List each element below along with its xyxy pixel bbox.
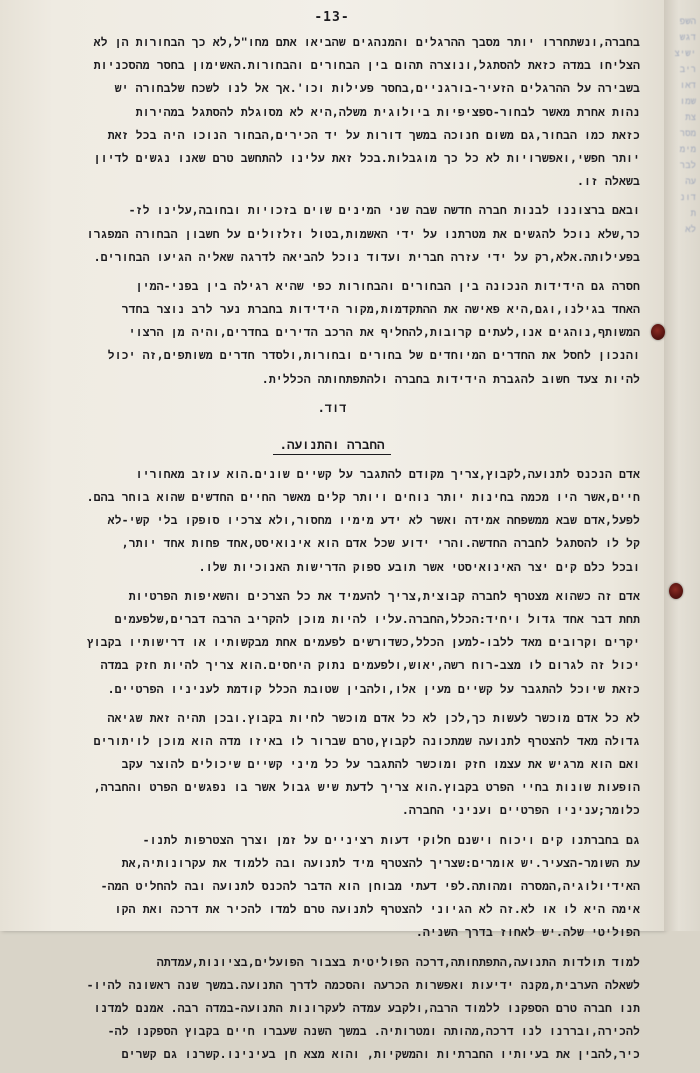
paragraph (24, 707, 640, 823)
text-line: יותר חפשי,ואפשרויות לא כל כך מוגבלות.בכל זאת עלינו להתחשב טרם שאנו נגשים לדיון (93, 150, 640, 165)
page-number: -13- (314, 10, 350, 25)
paragraph (24, 463, 640, 579)
text-line: הצליחו במדה כזאת להסתגל,ונוצרה תהום בין הבחורים והבחורות.האשימון בחסר מהסכניות (93, 58, 640, 73)
text-line: בחברה,ונשתחררו יותר מסבך ההרגלים והמנהגים שהביאו אתם מחו"ל,לא כך הבחורות הן לא (93, 35, 640, 49)
text-line: ובאם ברצוננו לבנות חברה חדשה שבה שני המינים שוים בזכויות ובחובה,עלינו לז- (128, 203, 640, 218)
text-line: המשותף,נוהגים אנו,לעתים קרובות,להחליף את הרכב הדירים בחדרים,והיה מן הרצוי (128, 325, 640, 340)
text-line: נהות אחרת מאשר לבחור-ספציפיות ביולוגית משלה,היא לא מסוגלת להסתגל במהירות (135, 104, 640, 119)
punch-hole-top (651, 324, 665, 340)
bleed-through-text (668, 14, 696, 238)
typewritten-page (24, 10, 640, 1073)
paragraph (24, 585, 640, 701)
text-line: עת השומר-הצעיר.יש אומרים:שצריך להצטרף מיד לתנועה ובה ללמוד את עקרונותיה,את (121, 855, 640, 870)
text-line: בפעילותה.אלא,רק על ידי עזרה חברית ועדוד נוכל להביאה לדרגה שאליה הגיעו הבחורים. (93, 249, 640, 264)
bleed-fragment: דאו (679, 81, 696, 91)
bleed-fragment: לבר (679, 161, 696, 171)
text-line: להיות צעד חשוב להגברת הידידות בחברה ולהתפתחותה הכללית. (261, 371, 640, 386)
text-line: האידיולוגיה,המסרה ומהותה.לפי דעתי מבוחן הוא הדבר להכנס לתנועה ובה להחליט המה- (100, 879, 640, 893)
text-line: למוד תולדות התנועה,התפתחותה,דרכה הפוליטית בצבור הפועלים,בציונות,עמדתה (156, 954, 640, 969)
text-line: לא כל אדם מוכשר לעשות כך,לכן לא כל אדם מוכשר לחיות בקבוץ.ובכן תהיה זאת שגיאה (107, 710, 640, 725)
text-line: בשבירה על ההרגלים הזעיר-בורגניים,בחסר פעילות וכו'.אך אל לנו לשכח שלבחורה יש (114, 81, 640, 96)
text-line: תנו חברה טרם הספקנו ללמוד הרבה,ולקבע עמדה לעקרונות התנועה-במדה רבה. אמנם למדנו (93, 1000, 640, 1015)
bleed-fragment: ת (690, 209, 696, 219)
text-line: ובכל כלם קים יצר האינואיסטי אשר תובע ספוק הדרישות האנוכיות שלו. (198, 559, 640, 574)
adjacent-page-edge (664, 0, 700, 931)
section-heading-text: החברה והתנועה. (273, 437, 390, 455)
text-line: כזאת כמו הבחור,גם משום חנוכה במשך דורות על יד הכירים,הבחור הנוכו היה בכל זאת (107, 127, 640, 142)
text-line: לשאלה הערבית,מקנה ידיעות ואפשרות הכרעה והסכמה לדרך התנועה.במשך שנה ראשונה להיו- (86, 977, 640, 992)
text-line: גם בחברתנו קים ויכוח וישנם חלוקי דעות רציניים על זמן וצרך הצטרפות לתנו- (142, 832, 640, 847)
text-line: קל לו להסתגל לחברה החדשה.והרי ידוע שכל אדם הוא אינואיסט,אחד פחות אחד יותר, (121, 536, 640, 551)
text-line: יקרים וקרובים מאד ללבו-למען הכלל,כשדורשים לפעמים אחת מבקשותיו או דרישותיו בקבוץ (86, 635, 640, 650)
text-line: תחת דבר אחד גדול ויחיד:הכלל,החברה.עליו להיות מוכן להקריב הרבה דברים,שלפעמים (114, 611, 640, 626)
bleed-fragment: צת (685, 113, 696, 123)
text-line: והנכון לחסל את החדרים המיוחדים של בחורים ובחורות,ולסדר חדרים משותפים,זה יכול (107, 348, 640, 363)
bleed-fragment: דונ (679, 193, 696, 203)
text-line: חסרה גם הידידות הנכונה בין הבחורים והבחורות כפי שהיא רגילה בין בפני-המין (135, 278, 640, 293)
text-line: אדם הנכנס לתנועה,לקבוץ,צריך מקודם להתגבר על קשיים שונים.הוא עוזב מאחוריו (135, 466, 640, 481)
text-line: הופעות שונות בחיי הפרט בקבוץ.הוא צריך לדעת שיש גבול אשר בו נפגשים הפרט והחברה, (93, 780, 640, 795)
text-line: האחד בגילנו,וגם,היא פאישה את ההתקדמות,מקור הידידות בחברת נער לרב נוצר בחדר (121, 302, 640, 317)
bleed-fragment: מסר (679, 129, 696, 139)
author-signature: דוד. (317, 400, 347, 415)
text-line: לפעל,אדם שבא ממשפחה אמידה ואשר לא ידע מימיו מחסור,ולא צרכיו סופקו בלי קשי-לא (107, 513, 640, 528)
paragraph (24, 951, 640, 1067)
text-line: חיים,אשר היו מכמה בחינות יותר נוחים ויותר קלים מאשר החיים החדשים שהוא בוחר בהם. (86, 490, 640, 504)
text-line: יכול זה לגרום לו מצב-רוח רשה,יאוש,ולפעמים נתוק היחסים.הוא צריך להיות חזק במדה (100, 658, 640, 673)
text-line: ואם הוא מרגיש את עצמו חזק ומוכשר להתגבר על כל מיני קשיים שיכולים להוצר עקב (121, 757, 640, 772)
text-line: כלומר;עניניו הפרטיים ועניני החברה. (401, 803, 640, 818)
paragraph (24, 199, 640, 269)
text-line: להכירה,ובררנו לנו דרכה,מהותה ומטרותיה. במשך השנה שעברו חיים בקבוץ הספקנו לה- (107, 1024, 640, 1039)
text-line: כיר,להבין את בעיותיו החברתיות והמשקיות, והוא מצא חן בעינינו.קשרנו גם קשרים (121, 1047, 640, 1062)
paragraph (24, 829, 640, 945)
text-line: הפוליטי שלה.יש לאחוז בדרך השניה. (415, 925, 640, 940)
bleed-fragment: שמו (679, 97, 696, 107)
bleed-fragment: ישיצ (674, 49, 696, 59)
text-line: גדולה מאד להצטרף לתנועה שמתכונה לקבוץ,טרם שברור לו באיזו מדה הוא מוכן לויתורים (93, 733, 640, 748)
text-line: בשאלה זו. (576, 174, 640, 189)
bleed-fragment: השפ (679, 17, 696, 27)
article-body-top (24, 31, 640, 391)
text-line: כזאת שיוכל להתגבר על קשיים מעין אלו,ולהבין שטובת הכלל קודמת לעניניו הפרטיים. (107, 681, 640, 696)
paragraph (24, 31, 640, 193)
bleed-fragment: לא (685, 225, 696, 235)
paragraph (24, 275, 640, 391)
punch-hole-bottom (669, 583, 683, 599)
text-line: אדם זה כשהוא מצטרף לחברה קבוצית,צריך להעמיד את כל הצרכים והשאיפות הפרטיות (128, 588, 640, 603)
article-body-bottom (24, 463, 640, 1067)
bleed-fragment: ריב (679, 65, 696, 75)
text-line: אימה היא לו או לא.זה לא הגיוני להצטרף לתנועה טרם למדו להכיר את דרכה ואת הקו (114, 902, 640, 917)
bleed-fragment: דגש (679, 33, 696, 43)
section-heading (24, 437, 640, 453)
bleed-fragment: מימ (679, 145, 696, 155)
text-line: כר,שלא נוכל להגשים את מטרתנו על ידי האשמות,בטול וזלזולים על חשבון הבחורה המפגרו (86, 226, 640, 241)
bleed-fragment: עה (685, 177, 696, 187)
